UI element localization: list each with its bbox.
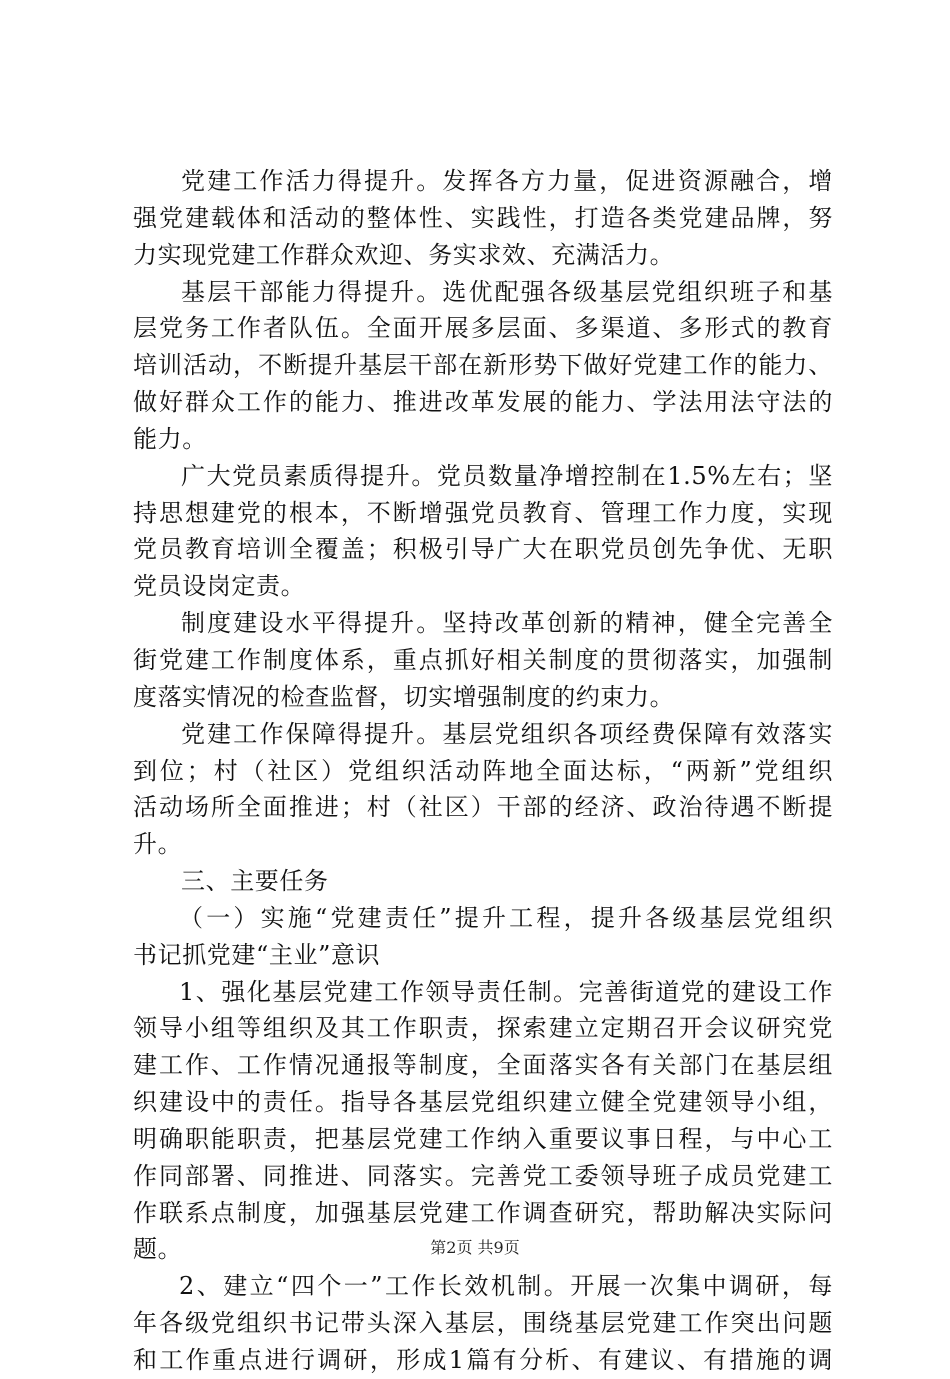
subsection-heading-line: 书记抓党建“主业”意识	[133, 940, 381, 969]
document-body	[133, 163, 833, 1379]
paragraph-line: 建工作、工作情况通报等制度，全面落实各有关部门在基层组	[133, 1051, 833, 1080]
paragraph-line: 广大党员素质得提升。党员数量净增控制在1.5%左右；坚	[181, 461, 833, 490]
paragraph-line: 到位；村（社区）党组织活动阵地全面达标，“两新”党组织	[133, 756, 833, 785]
paragraph-line: 活动场所全面推进；村（社区）干部的经济、政治待遇不断提	[133, 793, 833, 822]
paragraph-line: 作联系点制度，加强基层党建工作调查研究，帮助解决实际问	[133, 1198, 833, 1227]
paragraph-line: 强党建载体和活动的整体性、实践性，打造各类党建品牌，努	[133, 203, 833, 232]
paragraph-line: 作同部署、同推进、同落实。完善党工委领导班子成员党建工	[133, 1161, 833, 1190]
paragraph-line: 年各级党组织书记带头深入基层，围绕基层党建工作突出问题	[133, 1309, 833, 1338]
paragraph-line: 升。	[133, 830, 183, 859]
subsection-heading-line: （一）实施“党建责任”提升工程，提升各级基层党组织	[179, 903, 833, 932]
paragraph-line: 党员设岗定责。	[133, 572, 306, 601]
paragraph-line: 层党务工作者队伍。全面开展多层面、多渠道、多形式的教育	[133, 314, 833, 343]
paragraph-line: 明确职能职责，把基层党建工作纳入重要议事日程，与中心工	[133, 1124, 833, 1153]
paragraph-line: 1、强化基层党建工作领导责任制。完善街道党的建设工作	[179, 977, 833, 1006]
paragraph-line: 持思想建党的根本，不断增强党员教育、管理工作力度，实现	[133, 498, 833, 527]
paragraph-line: 党建工作活力得提升。发挥各方力量，促进资源融合，增	[181, 167, 833, 195]
paragraph-line: 党建工作保障得提升。基层党组织各项经费保障有效落实	[181, 719, 833, 748]
paragraph-line: 做好群众工作的能力、推进改革发展的能力、学法用法守法的	[133, 388, 833, 417]
paragraph-line: 制度建设水平得提升。坚持改革创新的精神，健全完善全	[181, 609, 833, 638]
paragraph-line: 培训活动，不断提升基层干部在新形势下做好党建工作的能力、	[133, 351, 833, 380]
paragraph-line: 和工作重点进行调研，形成1篇有分析、有建议、有措施的调	[133, 1346, 833, 1374]
paragraph-line: 力实现党建工作群众欢迎、务实求效、充满活力。	[133, 240, 675, 269]
paragraph-line: 2、建立“四个一”工作长效机制。开展一次集中调研，每	[179, 1272, 833, 1301]
paragraph-line: 题。	[133, 1235, 183, 1264]
paragraph-line: 度落实情况的检查监督，切实增强制度的约束力。	[133, 682, 675, 711]
paragraph-line: 街党建工作制度体系，重点抓好相关制度的贯彻落实，加强制	[133, 645, 833, 674]
paragraph-line: 党员教育培训全覆盖；积极引导广大在职党员创先争优、无职	[133, 535, 833, 564]
paragraph-line: 领导小组等组织及其工作职责，探索建立定期召开会议研究党	[133, 1014, 833, 1043]
paragraph-line: 能力。	[133, 424, 207, 453]
paragraph-line: 基层干部能力得提升。选优配强各级基层党组织班子和基	[181, 277, 833, 306]
page-number-footer: 第2页 共9页	[430, 1238, 520, 1257]
paragraph-line: 织建设中的责任。指导各基层党组织建立健全党建领导小组，	[133, 1088, 833, 1117]
section-heading: 三、主要任务	[181, 867, 329, 896]
